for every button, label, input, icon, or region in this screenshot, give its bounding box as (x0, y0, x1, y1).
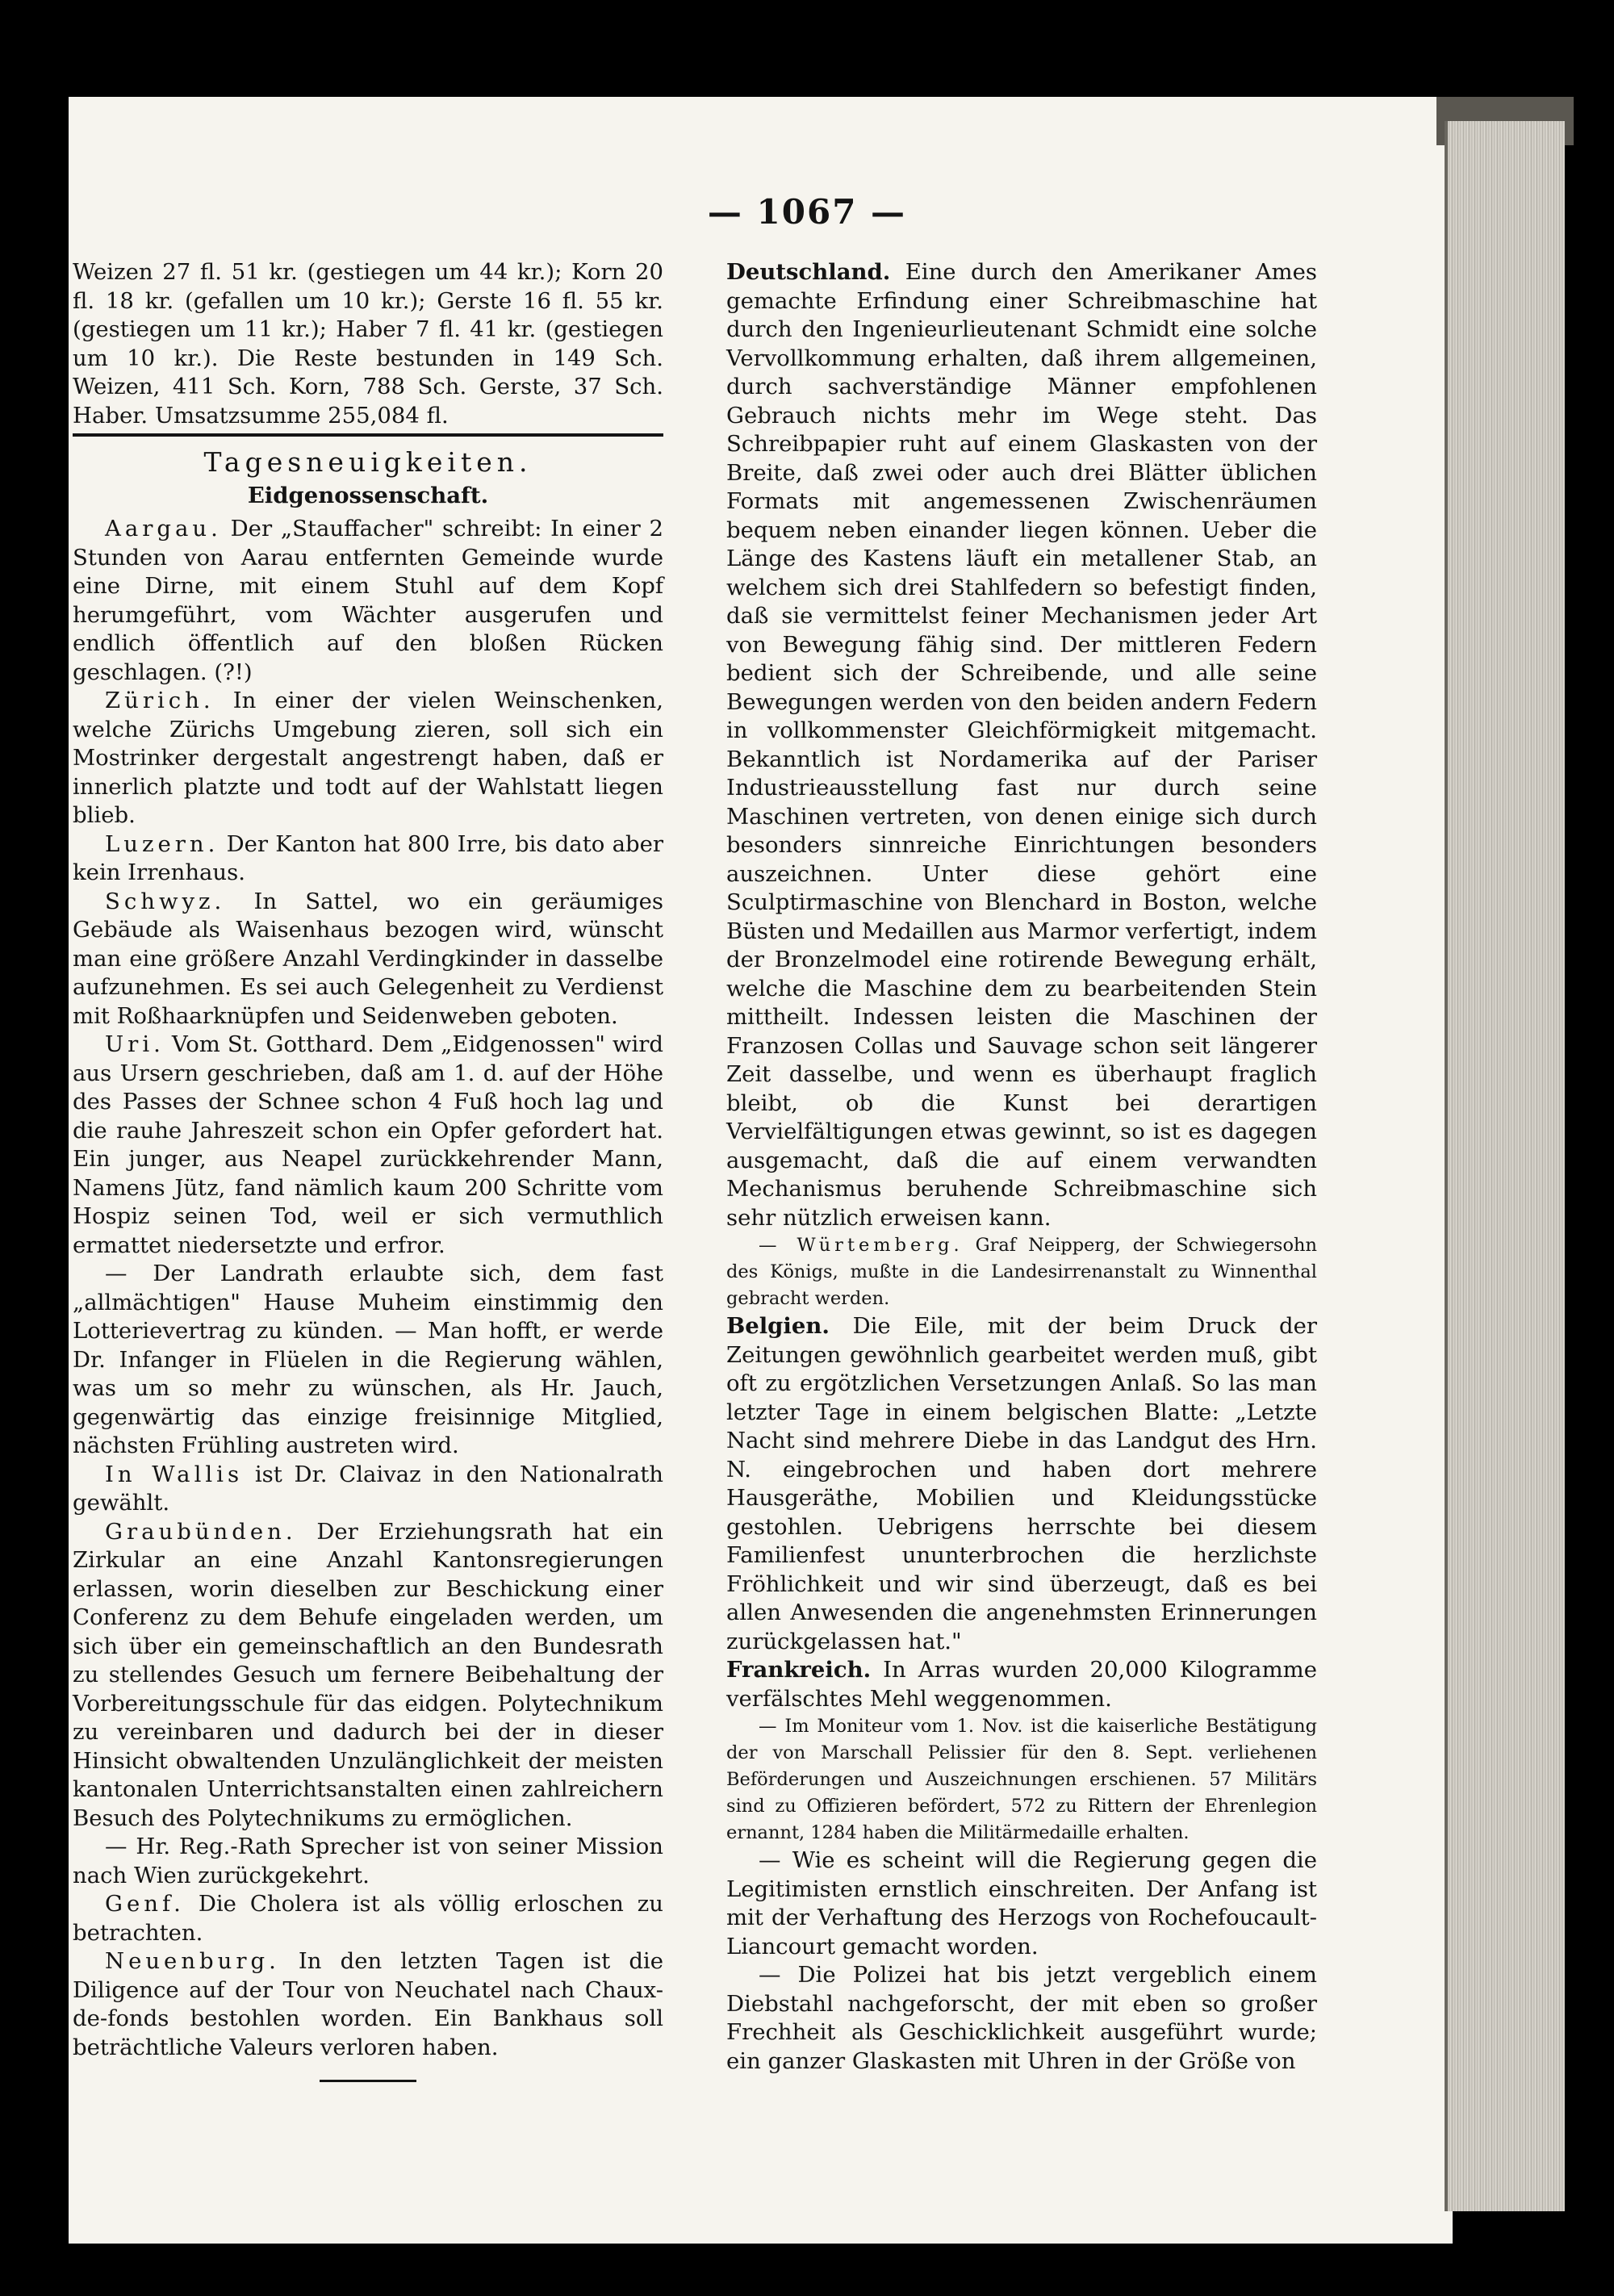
article-frankreich: Frankreich. In Arras wurden 20,000 Kilogramme verfälschtes Mehl weggenommen. (726, 1657, 1317, 1712)
place-name: In Wallis (105, 1461, 244, 1487)
article-schwyz: Schwyz. In Sattel, wo ein geräumiges Gebäude als Waisenhaus bezogen wird, wünscht man eine größere Anzahl Verdingkinder in dasselbe aufzunehmen. Es sei auch Gelegenheit zu Verdienst mit Roßhaarknüpfen und Seidenweben geboten. (73, 888, 663, 1029)
section-title: Tagesneuigkeiten. (203, 446, 533, 478)
article-belgien: Belgien. Die Eile, mit der beim Druck der Zeitungen gewöhnlich gearbeitet werden muß, gibt oft zu ergötzlichen Versetzungen Anlaß. So las man letzter Tage in einem belgischen Blatte: „Letzte Nacht sind mehrere Diebe in das Landgut des Hrn. N. eingebrochen und haben dort mehrere Hausgeräthe, Mobilien und Kleidungsstücke gestohlen. Uebrigens herrschte bei diesem Familienfest ununterbrochen die herzlichste Fröhlichkeit und wir sind überzeugt, daß es bei allen Anwesenden die angenehmsten Erinnerungen zurückgelassen hat." (726, 1313, 1317, 1654)
end-divider (320, 2080, 416, 2082)
article-zuerich: Zürich. In einer der vielen Weinschenken, welche Zürichs Umgebung zieren, soll sich ein Mostrinker dergestalt angestrengt haben, daß er innerlich platzte und todt auf der Wahlstatt liegen blieb. (73, 688, 663, 828)
section-divider (73, 433, 663, 437)
place-name: Schwyz. (105, 888, 226, 914)
article-wallis: In Wallis ist Dr. Claivaz in den Nationalrath gewählt. (73, 1461, 663, 1516)
article-legitimisten: — Wie es scheint will die Regierung gegen die Legitimisten ernstlich einschreiten. Der Anfang ist mit der Verhaftung des Herzogs von Rochefoucault-Liancourt gemacht worden. (726, 1847, 1317, 1959)
country-head: Frankreich. (726, 1657, 872, 1683)
article-sprecher: — Hr. Reg.-Rath Sprecher ist von seiner Mission nach Wien zurückgekehrt. (73, 1834, 663, 1888)
article-deutschland: Deutschland. Eine durch den Amerikaner Ames gemachte Erfindung einer Schreibmaschine hat durch den Ingenieurlieutenant Schmidt eine solche Vervollkommung erhalten, daß ihrem allgemeinen, durch sachverständige Männer empfohlenen Gebrauch nichts mehr im Wege steht. Das Schreibpapier ruht auf einem Glaskasten von der Breite, daß zwei oder auch drei Blätter üblichen Formats mit angemessenen Zwischenräumen bequem neben einander liegen können. Ueber die Länge des Kastens läuft ein metallener Stab, an welchem sich drei Stahlfedern so befestigt finden, daß sie vermittelst feiner Mechanismen jeder Art von Bewegung fähig sind. Der mittleren Federn bedient sich der Schreibende, und alle seine Bewegungen werden von den beiden andern Federn in vollkommenster Gleichförmigkeit mitgemacht. Bekanntlich ist Nordamerika auf der Pariser Industrieausstellung fast nur durch seine Maschinen vertreten, von denen einige sich durch besonders sinnreiche Einrichtungen besonders auszeichnen. Unter diese gehört eine Sculptirmaschine von Blenchard in Boston, welche Büsten und Medaillen aus Marmor verfertigt, indem der Bronzelmodel eine rotirende Bewegung erhält, welche die Maschine dem zu bearbeitenden Stein mittheilt. Indessen leisten die Maschinen der Franzosen Collas und Sauvage schon seit längerer Zeit dasselbe, und wenn es überhaupt fraglich bleibt, ob die Kunst bei derartigen Vervielfältigungen etwas gewinnt, so ist es dagegen ausgemacht, daß die auf einem verwandten Mechanismus beruhende Schreibmaschine sich sehr nützlich erweisen kann. (726, 259, 1317, 1231)
article-graubuenden: Graubünden. Der Erziehungsrath hat ein Zirkular an eine Anzahl Kantonsregierungen erlassen, worin dieselben zur Beschickung einer Conferenz zu dem Behufe eingeladen werden, um sich über ein gemeinschaftlich an den Bundesrath zu stellendes Gesuch um fernere Beibehaltung der Vorbereitungsschule für das eidgen. Polytechnikum zu vereinbaren und dadurch bei der in dieser Hinsicht obwaltenden Unzulänglichkeit der meisten kantonalen Unterrichtsanstalten einen zahlreichern Besuch des Polytechnikums zu ermöglichen. (73, 1518, 663, 1831)
book-page-edges (1445, 121, 1565, 2211)
place-name: Uri. (105, 1031, 165, 1057)
article-landrath: — Der Landrath erlaubte sich, dem fast „allmächtigen" Hause Muheim einstimmig den Lotterievertrag zu künden. — Man hofft, er werde Dr. Infanger in Flüelen in die Regierung wählen, was um so mehr zu wünschen, als Hr. Jauch, gegenwärtig das einzige freisinnige Mitglied, nächsten Frühling austreten wird. (73, 1261, 663, 1458)
article-moniteur: — Im Moniteur vom 1. Nov. ist die kaiserliche Bestätigung der von Marschall Pelissier für den 8. Sept. verliehenen Beförderungen und Auszeichnungen erschienen. 57 Militärs sind zu Offizieren befördert, 572 zu Rittern der Ehrenlegion ernannt, 1284 haben die Militärmedaille erhalten. (726, 1716, 1317, 1843)
place-name: Zürich. (105, 688, 215, 713)
place-name: Luzern. (105, 830, 220, 857)
country-head: Belgien. (726, 1313, 830, 1339)
place-name: Genf. (105, 1891, 185, 1917)
article-luzern: Luzern. Der Kanton hat 800 Irre, bis dato aber kein Irrenhaus. (73, 830, 663, 885)
article-wuertemberg: — Würtemberg. Graf Neipperg, der Schwiegersohn des Königs, mußte in die Landesirrenanstalt zu Winnenthal gebracht werden. (726, 1235, 1317, 1309)
left-column (73, 258, 663, 2082)
place-name: Graubünden. (105, 1518, 297, 1545)
page-number: — 1067 — (707, 192, 907, 232)
article-genf: Genf. Die Cholera ist als völlig erloschen zu betrachten. (73, 1891, 663, 1946)
place-name: — Würtemberg. (759, 1235, 964, 1256)
article-polizei: — Die Polizei hat bis jetzt vergeblich einem Diebstahl nachgeforscht, der mit eben so großer Frechheit als Geschicklichkeit ausgeführt wurde; ein ganzer Glaskasten mit Uhren in der Größe von (726, 1962, 1317, 2074)
article-uri: Uri. Vom St. Gotthard. Dem „Eidgenossen" wird aus Ursern geschrieben, daß am 1. d. auf der Höhe des Passes der Schnee schon 4 Fuß hoch lag und die rauhe Jahreszeit schon ein Opfer gefordert hat. Ein junger, aus Neapel zurückkehrender Mann, Namens Jütz, fand nämlich kaum 200 Schritte vom Hospiz seinen Tod, weil er sich vermuthlich ermattet niedersetzte und erfror. (73, 1031, 663, 1258)
article-aargau: Aargau. Der „Stauffacher" schreibt: In einer 2 Stunden von Aarau entfernten Gemeinde wurde eine Dirne, mit einem Stuhl auf dem Kopf herumgeführt, vom Wächter ausgerufen und endlich öffentlich auf den bloßen Rücken geschlagen. (?!) (73, 516, 663, 685)
subsection-title: Eidgenossenschaft. (247, 482, 489, 508)
place-name: Aargau. (105, 516, 222, 542)
market-report: Weizen 27 fl. 51 kr. (gestiegen um 44 kr.); Korn 20 fl. 18 kr. (gefallen um 10 kr.); Gerste 16 fl. 55 kr. (gestiegen um 11 kr.); Haber 7 fl. 41 kr. (gestiegen um 10 kr.). Die Reste bestunden in 149 Sch. Weizen, 411 Sch. Korn, 788 Sch. Gerste, 37 Sch. Haber. Umsatzsumme 255,084 fl. (73, 259, 663, 429)
article-neuenburg: Neuenburg. In den letzten Tagen ist die Diligence auf der Tour von Neuchatel nach Chaux-de-fonds bestohlen worden. Ein Bankhaus soll beträchtliche Valeurs verloren haben. (73, 1948, 663, 2060)
country-head: Deutschland. (726, 259, 891, 285)
right-column (726, 258, 1317, 2076)
place-name: Neuenburg. (105, 1948, 280, 1974)
